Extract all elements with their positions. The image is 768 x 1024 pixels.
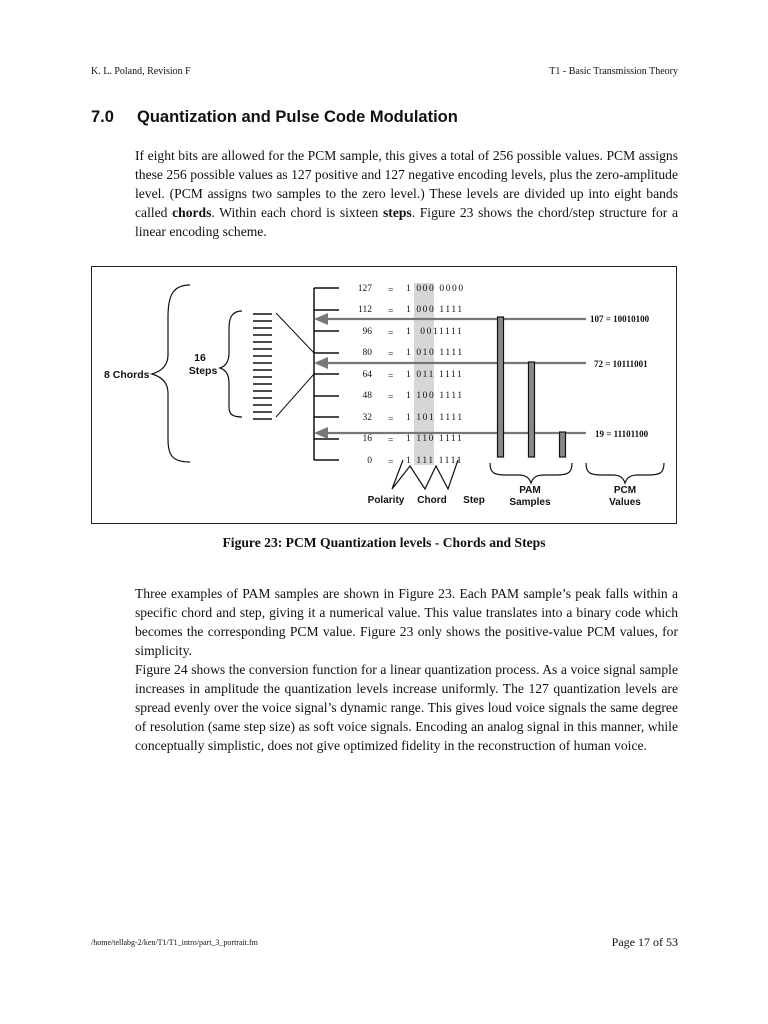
- level-value: 80: [362, 348, 372, 358]
- chord-label: Chord: [417, 495, 447, 506]
- level-code: 1 101 1111: [406, 413, 464, 423]
- paragraph-2: Three examples of PAM samples are shown in Figure 23. Each PAM sample’s peak falls within a specific chord and step, giving it a numerical value. This value translates into a binary code which becomes the corresponding PCM value. Figure 23 only shows the positive-value PCM values, for simplicity.: [135, 586, 678, 658]
- step-label: Step: [463, 495, 485, 506]
- paragraph-3: Figure 24 shows the conversion function for a linear quantization process. As a voice signal sample increases in amplitude the quantization levels increase uniformly. The 127 quantization levels are spread evenly over the voice signal’s dynamic range. This gives loud voice signals the same degree of resolution (same step size) as soft voice signals. Encoding an analog signal in this manner, while conceptually simplistic, does not give optimized fidelity in the reconstruction of human voice.: [135, 662, 678, 753]
- header-right: T1 - Basic Transmission Theory: [549, 66, 678, 77]
- step-ticks: [253, 314, 272, 419]
- arrow-head-72: [314, 357, 328, 369]
- chords-label: 8 Chords: [104, 369, 150, 381]
- footer-file-path: /home/tellabg-2/ken/T1/T1_intro/part_3_portrait.fm: [91, 938, 258, 947]
- equals-sign: =: [388, 436, 394, 446]
- pcm-values-brace: [586, 463, 664, 483]
- level-code: 1 0011111: [406, 327, 464, 337]
- pcm-result-107: 107 = 10010100: [590, 314, 650, 324]
- level-value: 32: [362, 413, 372, 423]
- equals-sign: =: [388, 415, 394, 425]
- level-value: 0: [367, 456, 372, 466]
- level-code: 1 000 1111: [406, 305, 464, 315]
- steps-brace: [220, 311, 242, 417]
- level-code: 1 110 1111: [406, 434, 464, 444]
- pam-samples-brace: [490, 463, 572, 483]
- pam-sample-bar-19: [560, 432, 566, 457]
- para1-bold-steps: steps: [383, 205, 412, 220]
- pcm-label-2: Values: [609, 497, 641, 508]
- level-value: 64: [362, 370, 372, 380]
- figure-23-diagram: [92, 267, 678, 525]
- steps-label-2: Steps: [188, 365, 218, 377]
- pam-sample-bar-72: [529, 362, 535, 457]
- level-value: 127: [357, 284, 372, 294]
- zoom-line-bottom: [276, 374, 314, 417]
- level-code: 1 011 1111: [406, 370, 464, 380]
- pam-label-1: PAM: [519, 485, 541, 496]
- pcm-result-19: 19 = 11101100: [595, 429, 649, 439]
- steps-label-1: 16: [194, 352, 206, 364]
- para1-text-c: . Figure 23 shows the chord/step structure for a linear encoding scheme.: [135, 205, 678, 239]
- figure-23: [91, 266, 677, 524]
- equals-sign: =: [388, 393, 394, 403]
- level-code: 1 010 1111: [406, 348, 464, 358]
- level-value: 112: [358, 305, 372, 315]
- equals-sign: =: [388, 372, 394, 382]
- para1-text-b: . Within each chord is sixteen: [211, 205, 383, 220]
- pcm-result-72: 72 = 10111001: [594, 359, 648, 369]
- level-value: 96: [362, 327, 372, 337]
- para1-text-a: If eight bits are allowed for the PCM sample, this gives a total of 256 possible values. PCM assigns these 256 possible values as 127 positive and 127 negative encoding levels, plus the zero-amplitude level. (PCM assigns two samples to the zero level.) These levels are divided up into eight bands called: [135, 148, 678, 220]
- equals-sign: =: [388, 350, 394, 360]
- figure-caption: Figure 23: PCM Quantization levels - Chords and Steps: [222, 535, 546, 550]
- section-title: Quantization and Pulse Code Modulation: [137, 108, 458, 126]
- level-value: 16: [362, 434, 372, 444]
- pam-label-2: Samples: [509, 497, 551, 508]
- equals-sign: =: [388, 286, 394, 296]
- pam-sample-bar-107: [498, 317, 504, 457]
- chords-brace: [152, 285, 190, 462]
- para1-bold-chords: chords: [172, 205, 212, 220]
- equals-sign: =: [388, 329, 394, 339]
- paragraph-1: [135, 146, 678, 241]
- equals-sign: =: [388, 458, 394, 468]
- section-heading: [91, 108, 458, 127]
- equals-sign: =: [388, 307, 394, 317]
- level-code: 1 000 0000: [406, 284, 465, 294]
- polarity-label: Polarity: [367, 495, 405, 506]
- level-code: 1 111 1111: [406, 456, 463, 466]
- section-number: 7.0: [91, 108, 114, 126]
- header-left: K. L. Poland, Revision F: [91, 66, 191, 77]
- footer-page-number: Page 17 of 53: [611, 935, 678, 949]
- level-code: 1 100 1111: [406, 391, 464, 401]
- arrow-head-19: [314, 427, 328, 439]
- pcm-label-1: PCM: [613, 485, 637, 496]
- zoom-line-top: [276, 313, 314, 353]
- arrow-head-107: [314, 313, 328, 325]
- level-value: 48: [362, 391, 372, 401]
